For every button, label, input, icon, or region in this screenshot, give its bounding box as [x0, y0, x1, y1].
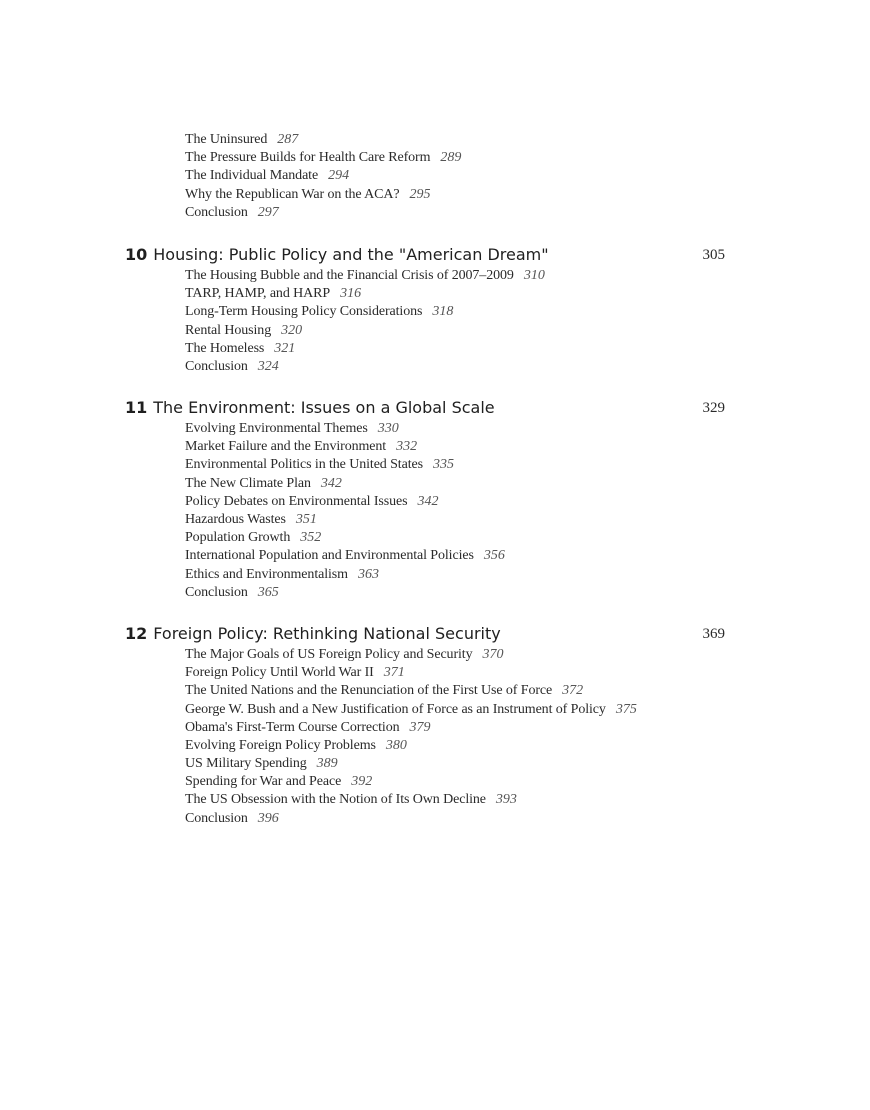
chapter-heading[interactable] — [125, 396, 725, 420]
toc-section-entry[interactable] — [185, 285, 870, 303]
toc-section-entry[interactable] — [185, 340, 870, 358]
section-page-number: 356 — [483, 548, 505, 564]
section-title: George W. Bush and a New Justification of Force as an Instrument of Policy — [185, 701, 606, 717]
toc-section-entry[interactable] — [185, 664, 870, 682]
section-title: Conclusion — [185, 584, 248, 600]
section-page-number: 320 — [281, 322, 303, 338]
toc-section-entry[interactable] — [185, 358, 870, 376]
section-page-number: 380 — [385, 737, 407, 753]
section-title: TARP, HAMP, and HARP — [185, 286, 331, 302]
section-page-number: 392 — [351, 774, 373, 790]
toc-section-entry[interactable] — [185, 420, 870, 438]
section-title: The Uninsured — [185, 132, 268, 147]
section-page-number: 393 — [495, 792, 517, 808]
section-title: Obama's First-Term Course Correction — [185, 719, 400, 735]
toc-section-entry[interactable] — [185, 438, 870, 456]
chapter-page-number: 329 — [702, 400, 725, 417]
section-page-number: 294 — [328, 168, 350, 184]
toc-section-entry[interactable] — [185, 475, 870, 493]
section-title: The United Nations and the Renunciation of the First Use of Force — [185, 683, 553, 699]
chapter-10 — [0, 243, 870, 376]
section-title: The Major Goals of US Foreign Policy and Security — [185, 646, 473, 662]
toc-section-entry[interactable] — [185, 547, 870, 565]
section-title: Policy Debates on Environmental Issues — [185, 493, 408, 509]
section-page-number: 332 — [396, 439, 418, 455]
section-title: Conclusion — [185, 204, 248, 220]
section-page-number: 316 — [340, 286, 362, 302]
section-page-number: 351 — [295, 512, 317, 527]
section-title: The New Climate Plan — [185, 475, 311, 491]
toc-section-entry[interactable] — [185, 204, 870, 222]
toc-section-entry[interactable] — [185, 149, 870, 167]
section-title: International Population and Environmental Policies — [185, 548, 474, 564]
toc-section-entry[interactable] — [185, 810, 870, 828]
table-of-contents — [0, 131, 870, 828]
section-page-number: 321 — [274, 340, 296, 356]
section-page-number: 372 — [562, 683, 584, 699]
chapter-heading[interactable] — [125, 243, 725, 267]
toc-section-entry[interactable] — [185, 701, 870, 719]
chapter-title: The Environment: Issues on a Global Scale — [153, 398, 495, 418]
section-page-number: 287 — [277, 132, 299, 147]
chapter-page-number: 305 — [702, 246, 725, 263]
toc-section-entry[interactable] — [185, 511, 870, 529]
section-title: The US Obsession with the Notion of Its Own Decline — [185, 792, 486, 808]
section-title: Market Failure and the Environment — [185, 439, 387, 455]
section-page-number: 371 — [383, 665, 405, 681]
chapter-page-number: 369 — [702, 625, 725, 642]
section-title: Conclusion — [185, 358, 248, 374]
chapter-number: 10 — [125, 244, 148, 264]
section-title: The Homeless — [185, 340, 265, 356]
section-page-number: 363 — [357, 566, 379, 582]
section-page-number: 310 — [523, 267, 545, 283]
section-page-number: 396 — [257, 810, 279, 826]
toc-section-entry[interactable] — [185, 186, 870, 204]
section-page-number: 295 — [409, 186, 431, 202]
section-page-number: 342 — [320, 475, 342, 491]
section-title: The Individual Mandate — [185, 168, 319, 184]
toc-section-entry[interactable] — [185, 566, 870, 584]
chapter-number: 11 — [125, 398, 148, 418]
section-title: Population Growth — [185, 530, 291, 546]
toc-section-entry[interactable] — [185, 267, 870, 285]
section-page-number: 352 — [300, 530, 322, 546]
section-title: Conclusion — [185, 810, 248, 826]
section-page-number: 389 — [316, 756, 338, 772]
section-page-number: 318 — [432, 304, 454, 320]
chapter-title: Housing: Public Policy and the "American Dream" — [153, 244, 549, 264]
section-page-number: 365 — [257, 584, 279, 600]
toc-section-entry[interactable] — [185, 682, 870, 700]
section-page-number: 324 — [257, 358, 279, 374]
section-page-number: 335 — [432, 457, 454, 473]
toc-section-entry[interactable] — [185, 529, 870, 547]
section-title: The Pressure Builds for Health Care Reform — [185, 150, 431, 166]
section-page-number: 342 — [417, 493, 439, 509]
section-page-number: 330 — [377, 421, 399, 437]
section-title: Evolving Environmental Themes — [185, 421, 368, 437]
section-title: Environmental Politics in the United States — [185, 457, 423, 473]
toc-section-entry[interactable] — [185, 737, 870, 755]
section-title: US Military Spending — [185, 756, 307, 772]
section-page-number: 289 — [440, 150, 462, 166]
section-page-number: 375 — [615, 701, 637, 717]
chapter-number: 12 — [125, 623, 148, 643]
chapter-title: Foreign Policy: Rethinking National Security — [153, 623, 501, 643]
continued-sections — [0, 131, 870, 222]
toc-section-entry[interactable] — [185, 791, 870, 809]
chapter-12 — [0, 622, 870, 828]
toc-section-entry[interactable] — [185, 646, 870, 664]
section-title: Evolving Foreign Policy Problems — [185, 737, 376, 753]
section-title: Rental Housing — [185, 322, 272, 338]
toc-section-entry[interactable] — [185, 303, 870, 321]
toc-section-entry[interactable] — [185, 456, 870, 474]
section-title: Spending for War and Peace — [185, 774, 342, 790]
toc-section-entry[interactable] — [185, 322, 870, 340]
section-title: Why the Republican War on the ACA? — [185, 186, 400, 202]
section-title: Long-Term Housing Policy Considerations — [185, 304, 423, 320]
toc-section-entry[interactable] — [185, 719, 870, 737]
section-title: The Housing Bubble and the Financial Crisis of 2007–2009 — [185, 267, 514, 283]
toc-section-entry[interactable] — [185, 493, 870, 511]
toc-section-entry[interactable] — [185, 773, 870, 791]
chapter-11 — [0, 396, 870, 602]
section-title: Ethics and Environmentalism — [185, 566, 348, 582]
toc-section-entry[interactable] — [185, 755, 870, 773]
section-page-number: 370 — [482, 646, 504, 662]
toc-section-entry[interactable] — [185, 167, 870, 185]
section-title: Foreign Policy Until World War II — [185, 665, 374, 681]
toc-section-entry[interactable] — [185, 584, 870, 602]
toc-section-entry[interactable] — [185, 131, 870, 149]
chapter-heading[interactable] — [125, 622, 725, 646]
section-page-number: 379 — [409, 719, 431, 735]
section-title: Hazardous Wastes — [185, 512, 286, 527]
section-page-number: 297 — [257, 204, 279, 220]
